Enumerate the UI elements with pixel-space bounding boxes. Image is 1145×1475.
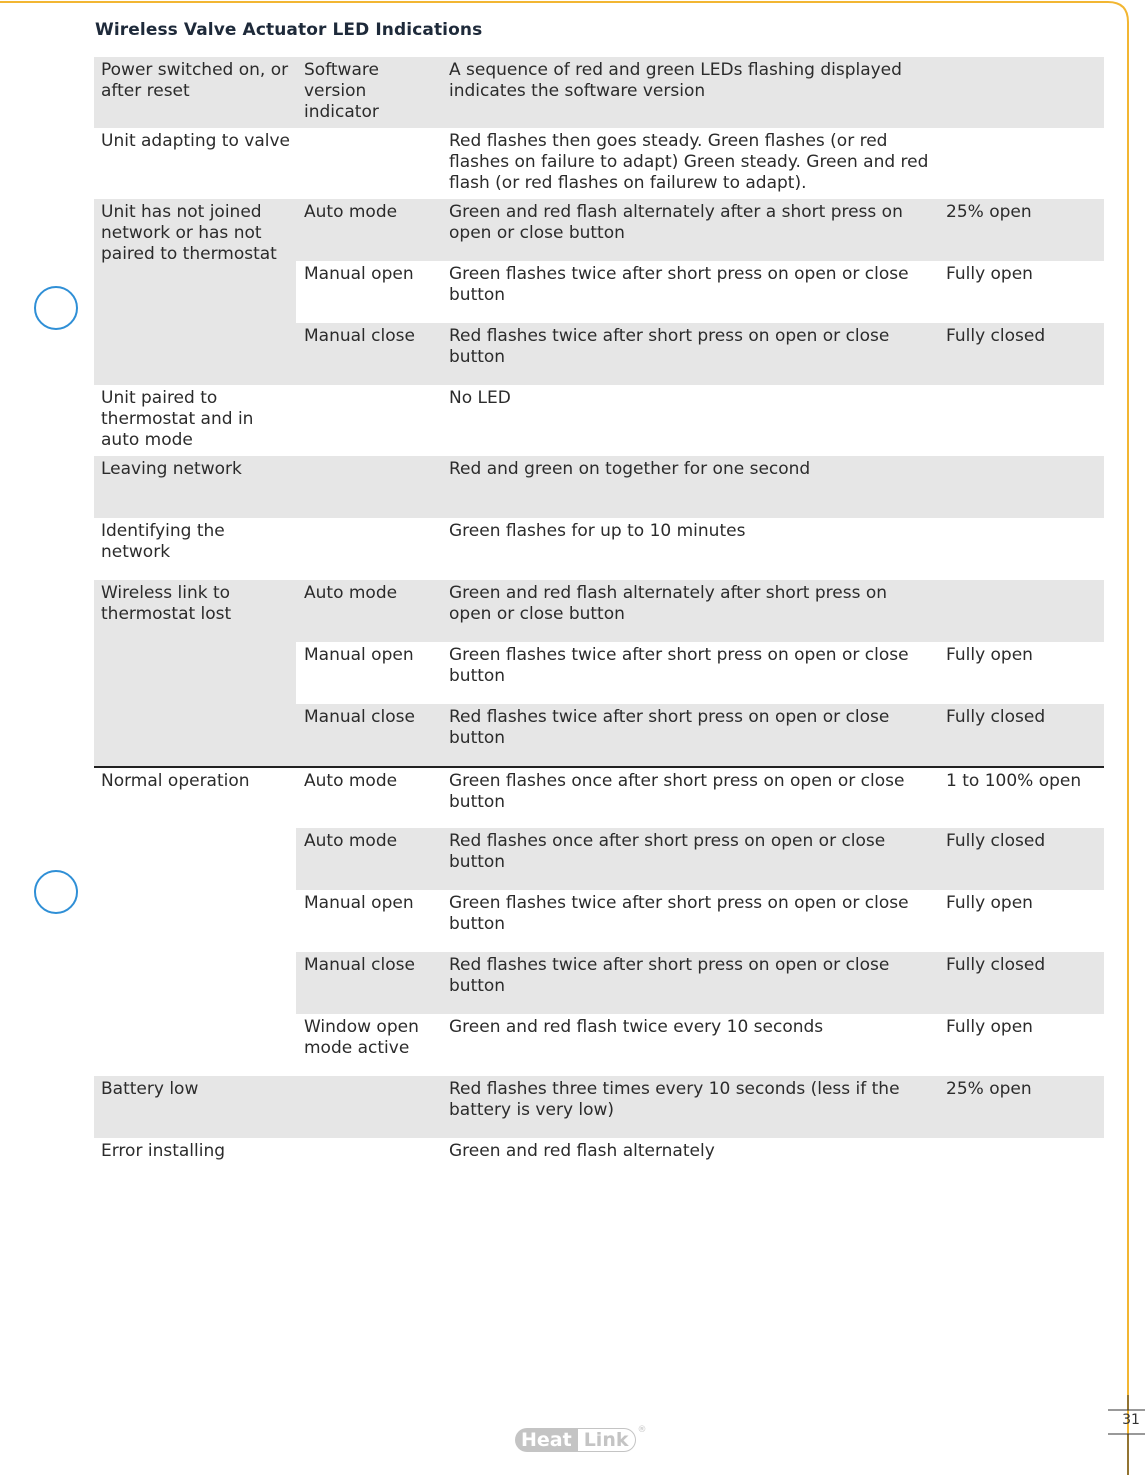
page-number: 31 bbox=[1122, 1412, 1140, 1428]
cell-condition: Normal operation bbox=[101, 771, 250, 791]
cell-condition: Error installing bbox=[101, 1141, 226, 1161]
cell-indication: Red flashes once after short press on open or close button bbox=[449, 831, 886, 872]
cell-indication: Green flashes twice after short press on open or close button bbox=[449, 645, 909, 686]
cell-indication: No LED bbox=[449, 388, 511, 408]
table-row bbox=[94, 1014, 1104, 1076]
cell-mode: Manual close bbox=[304, 707, 415, 727]
cell-indication: Red flashes twice after short press on open or close button bbox=[449, 707, 890, 748]
cell-indication: Green flashes twice after short press on open or close button bbox=[449, 893, 909, 934]
cell-condition: Battery low bbox=[101, 1079, 199, 1099]
cell-valve-state: Fully open bbox=[946, 645, 1033, 665]
row-group-not-joined bbox=[94, 199, 1104, 385]
table-row bbox=[94, 199, 1104, 264]
table-row bbox=[94, 1076, 1104, 1138]
cell-valve-state: Fully closed bbox=[946, 831, 1046, 851]
table-row bbox=[94, 890, 1104, 952]
table-row bbox=[94, 57, 1104, 128]
cell-valve-state: Fully closed bbox=[946, 326, 1046, 346]
cell-condition: Leaving network bbox=[101, 459, 242, 479]
cell-condition: Wireless link to thermostat lost bbox=[101, 583, 232, 624]
cell-mode: Auto mode bbox=[304, 771, 398, 791]
cell-condition: Unit has not joined network or has not paired to thermostat bbox=[101, 202, 277, 264]
cell-mode: Manual open bbox=[304, 893, 414, 913]
cell-valve-state: Fully open bbox=[946, 264, 1033, 284]
cell-indication: Red flashes twice after short press on open or close button bbox=[449, 326, 890, 367]
cell-valve-state: Fully closed bbox=[946, 707, 1046, 727]
table-row bbox=[94, 642, 1104, 704]
cell-condition: Identifying the network bbox=[101, 521, 225, 562]
table-row bbox=[94, 828, 1104, 890]
cell-valve-state: Fully open bbox=[946, 1017, 1033, 1037]
cell-mode: Auto mode bbox=[304, 831, 398, 851]
cell-indication: Green flashes for up to 10 minutes bbox=[449, 521, 746, 541]
cell-indication: Green and red flash alternately bbox=[449, 1141, 715, 1161]
table-row bbox=[94, 385, 1104, 456]
cell-mode: Auto mode bbox=[304, 583, 398, 603]
led-indications-table bbox=[94, 57, 1104, 1178]
cell-mode: Window open mode active bbox=[304, 1017, 419, 1058]
cell-indication: Red flashes twice after short press on open or close button bbox=[449, 955, 890, 996]
cell-mode: Auto mode bbox=[304, 202, 398, 222]
table-row bbox=[94, 456, 1104, 518]
page-title: Wireless Valve Actuator LED Indications bbox=[95, 20, 483, 40]
cell-condition: Unit adapting to valve bbox=[101, 131, 290, 151]
heatlink-logo bbox=[515, 1425, 647, 1455]
cell-mode: Software version indicator bbox=[304, 60, 379, 122]
cell-indication: Green and red flash alternately after a short press on open or close button bbox=[449, 202, 903, 243]
row-group-link-lost bbox=[94, 580, 1104, 766]
cell-indication: Red and green on together for one second bbox=[449, 459, 811, 479]
cell-condition: Unit paired to thermostat and in auto mode bbox=[101, 388, 254, 450]
cell-valve-state: 25% open bbox=[946, 202, 1032, 222]
logo-part-link: Link bbox=[578, 1428, 636, 1452]
row-group-normal-operation bbox=[94, 768, 1104, 1076]
cell-valve-state: 25% open bbox=[946, 1079, 1032, 1099]
table-row bbox=[94, 261, 1104, 323]
cell-condition: Power switched on, or after reset bbox=[101, 60, 289, 101]
cell-mode: Manual close bbox=[304, 326, 415, 346]
cell-valve-state: Fully open bbox=[946, 893, 1033, 913]
cell-valve-state: 1 to 100% open bbox=[946, 771, 1082, 791]
logo-part-heat: Heat bbox=[515, 1428, 578, 1452]
cell-indication: Red flashes three times every 10 seconds (less if the battery is very low) bbox=[449, 1079, 900, 1120]
table-row bbox=[94, 323, 1104, 385]
cell-valve-state: Fully closed bbox=[946, 955, 1046, 975]
cell-indication: A sequence of red and green LEDs flashing displayed indicates the software version bbox=[449, 60, 902, 101]
cell-indication: Green and red flash alternately after short press on open or close button bbox=[449, 583, 888, 624]
table-row bbox=[94, 1138, 1104, 1178]
binder-hole-top bbox=[34, 286, 78, 330]
binder-hole-bottom bbox=[34, 870, 78, 914]
table-row bbox=[94, 518, 1104, 580]
cell-mode: Manual open bbox=[304, 645, 414, 665]
cell-indication: Green flashes twice after short press on open or close button bbox=[449, 264, 909, 305]
cell-mode: Manual close bbox=[304, 955, 415, 975]
table-row bbox=[94, 768, 1104, 828]
cell-indication: Green and red flash twice every 10 seconds bbox=[449, 1017, 824, 1037]
registered-mark: ® bbox=[637, 1425, 647, 1435]
table-row bbox=[94, 128, 1104, 199]
cell-indication: Green flashes once after short press on open or close button bbox=[449, 771, 905, 812]
cell-mode: Manual open bbox=[304, 264, 414, 284]
table-row bbox=[94, 952, 1104, 1014]
table-row bbox=[94, 704, 1104, 766]
table-row bbox=[94, 580, 1104, 642]
cell-indication: Red flashes then goes steady. Green flashes (or red flashes on failure to adapt) Green steady. Green and red flash (or red flashes on failurew to adapt). bbox=[449, 131, 929, 193]
